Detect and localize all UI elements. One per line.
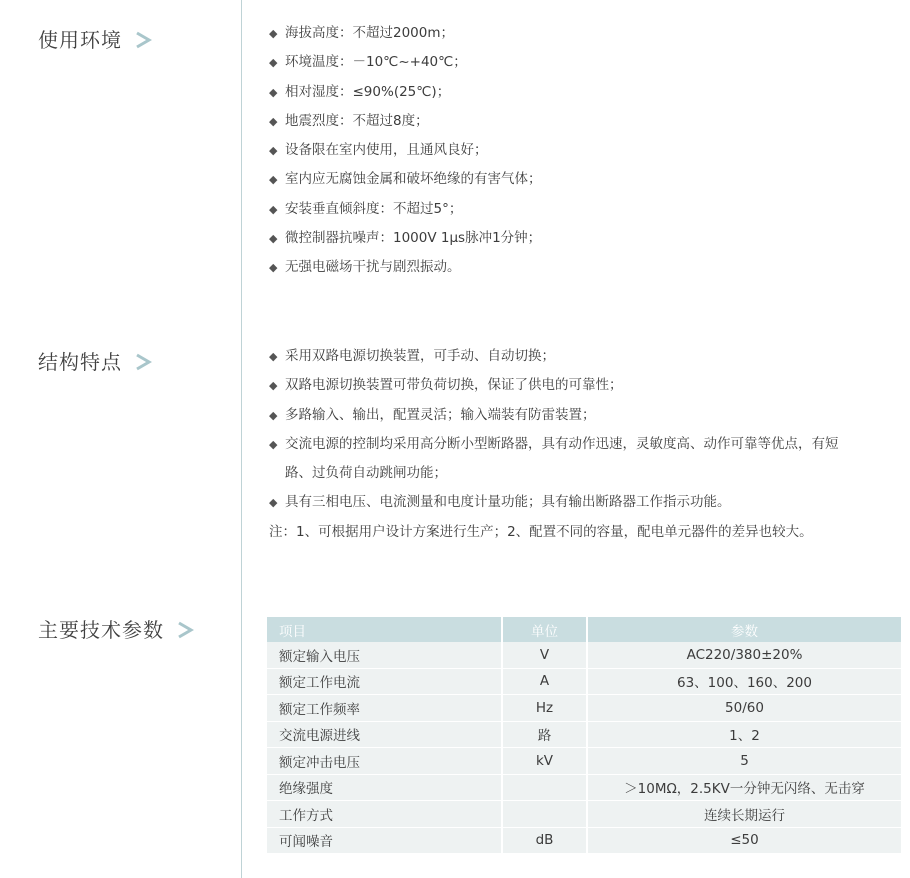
cell-item: 额定工作频率 (267, 695, 502, 722)
cell-value: ≤50 (587, 827, 901, 854)
table-header-row (267, 617, 901, 642)
cell-item: 交流电源进线 (267, 721, 502, 748)
cell-unit (502, 801, 587, 828)
diamond-bullet-icon: ◆ (269, 173, 278, 187)
section-title-structure: 结构特点 (38, 346, 152, 375)
list-item: ◆ 海拔高度：不超过2000m； (269, 19, 542, 48)
list-item: ◆ 室内应无腐蚀金属和破坏绝缘的有害气体； (269, 165, 542, 194)
header-unit: 单位 (502, 617, 587, 642)
diamond-bullet-icon: ◆ (269, 144, 278, 158)
diamond-bullet-icon: ◆ (269, 27, 278, 40)
chevron-right-icon (134, 353, 152, 371)
list-item: ◆ 双路电源切换装置可带负荷切换，保证了供电的可靠性； (269, 371, 839, 400)
diamond-bullet-icon: ◆ (269, 496, 278, 510)
vertical-divider (241, 0, 242, 878)
list-item: ◆ 采用双路电源切换装置，可手动、自动切换； (269, 342, 839, 371)
structure-list (269, 342, 839, 518)
diamond-bullet-icon: ◆ (269, 437, 278, 451)
table-row (267, 827, 901, 854)
diamond-bullet-icon: ◆ (269, 408, 278, 422)
cell-value: 50/60 (587, 695, 901, 722)
list-item: ◆ 地震烈度：不超过8度； (269, 107, 542, 136)
cell-unit: Hz (502, 695, 587, 722)
cell-unit (502, 774, 587, 801)
environment-list (269, 19, 542, 283)
list-item: ◆ 设备限在室内使用，且通风良好； (269, 136, 542, 165)
list-item: ◆ 多路输入、输出，配置灵活；输入端装有防雷装置； (269, 401, 839, 430)
list-item: ◆ 具有三相电压、电流测量和电度计量功能；具有输出断路器工作指示功能。 (269, 488, 839, 517)
diamond-bullet-icon: ◆ (269, 202, 278, 216)
cell-item: 额定冲击电压 (267, 748, 502, 775)
params-table (267, 617, 901, 854)
cell-item: 绝缘强度 (267, 774, 502, 801)
list-item: ◆ 无强电磁场干扰与剧烈振动。 (269, 253, 542, 282)
cell-item: 额定输入电压 (267, 642, 502, 668)
cell-item: 可闻噪音 (267, 827, 502, 854)
table-row (267, 642, 901, 668)
cell-value: 连续长期运行 (587, 801, 901, 828)
cell-item: 工作方式 (267, 801, 502, 828)
table-row (267, 801, 901, 828)
list-item: ◆ 微控制器抗噪声：1000V 1μs脉冲1分钟； (269, 224, 542, 253)
section-title-environment: 使用环境 (38, 24, 152, 53)
list-item: ◆ 交流电源的控制均采用高分断小型断路器，具有动作迅速，灵敏度高、动作可靠等优点，有短 路、过负荷自动跳闸功能； (269, 430, 839, 489)
header-item: 项目 (267, 617, 502, 642)
table-row (267, 721, 901, 748)
cell-unit: kV (502, 748, 587, 775)
diamond-bullet-icon: ◆ (269, 232, 278, 246)
cell-value: 63、100、160、200 (587, 668, 901, 695)
diamond-bullet-icon: ◆ (269, 379, 278, 393)
table-row (267, 748, 901, 775)
table-row (267, 695, 901, 722)
chevron-right-icon (134, 31, 152, 49)
header-value: 参数 (587, 617, 901, 642)
diamond-bullet-icon: ◆ (269, 114, 278, 128)
section-title-params: 主要技术参数 (38, 614, 194, 643)
diamond-bullet-icon: ◆ (269, 56, 278, 70)
cell-value: ＞10MΩ，2.5KV一分钟无闪络、无击穿 (587, 774, 901, 801)
cell-unit: 路 (502, 721, 587, 748)
list-item: ◆ 安装垂直倾斜度：不超过5°； (269, 195, 542, 224)
cell-value: 1、2 (587, 721, 901, 748)
diamond-bullet-icon: ◆ (269, 261, 278, 275)
cell-unit: A (502, 668, 587, 695)
cell-unit: dB (502, 827, 587, 854)
cell-value: 5 (587, 748, 901, 775)
cell-item: 额定工作电流 (267, 668, 502, 695)
note-text: 注：1、可根据用户设计方案进行生产；2、配置不同的容量，配电单元器件的差异也较大。 (269, 524, 813, 540)
table-row (267, 668, 901, 695)
cell-unit: V (502, 642, 587, 668)
chevron-right-icon (176, 621, 194, 639)
diamond-bullet-icon: ◆ (269, 85, 278, 99)
cell-value: AC220/380±20% (587, 642, 901, 668)
list-item: ◆ 环境温度：－10℃~+40℃； (269, 48, 542, 77)
table-row (267, 774, 901, 801)
list-item: ◆ 相对湿度：≤90%(25℃)； (269, 78, 542, 107)
diamond-bullet-icon: ◆ (269, 350, 278, 363)
